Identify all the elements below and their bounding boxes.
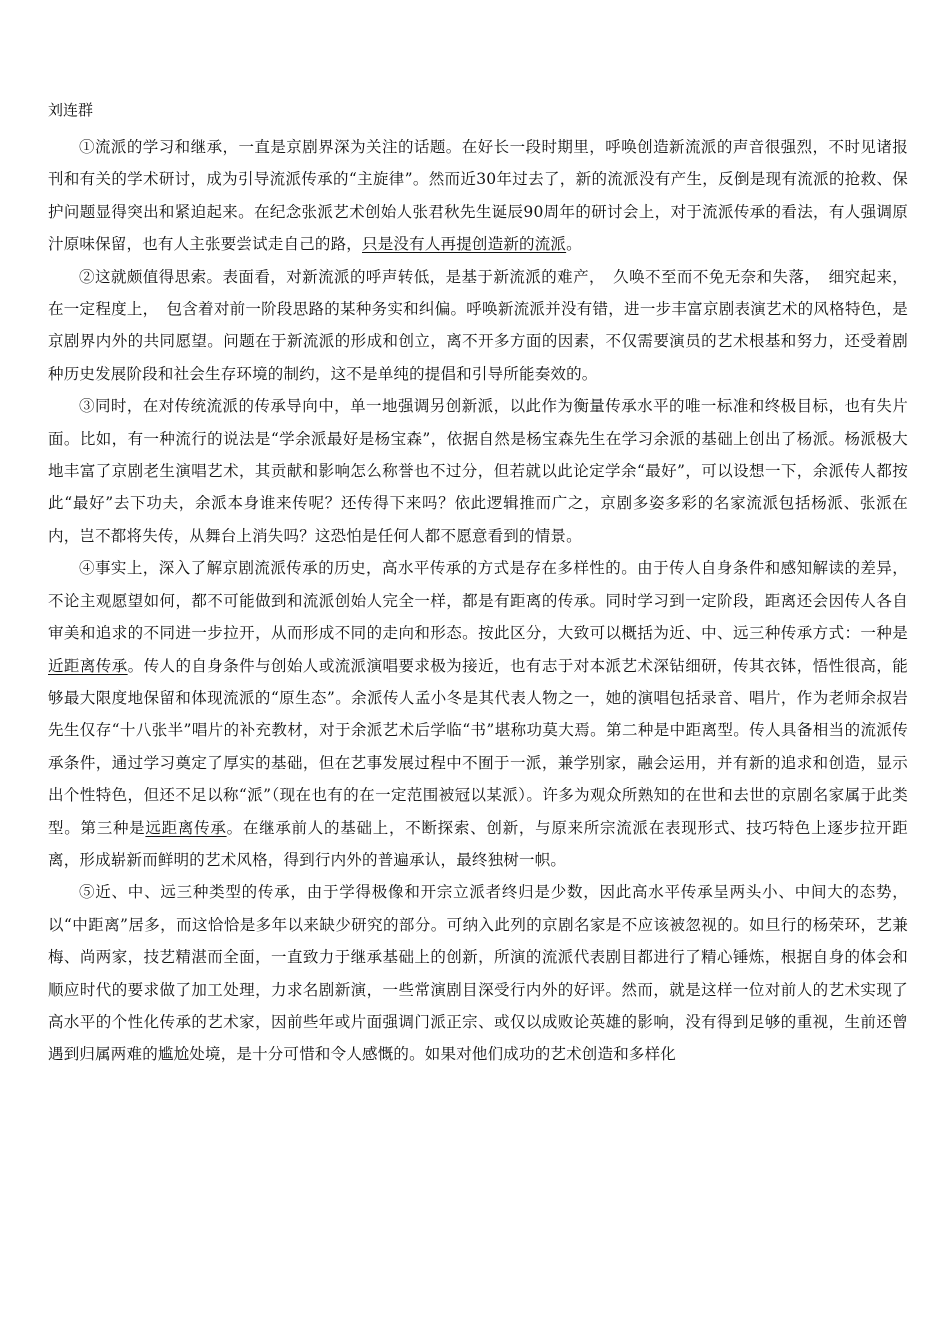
article-body [48, 131, 908, 1071]
text-segment: ②这就颇值得思索。表面看，对新流派的呼声转低，是基于新流派的难产， 久唤不至而不免无奈和失落， 细究起来，在一定程度上， 包含着对前一阶段思路的某种务实和纠偏。呼唤新流派并没有错，进一步丰富京剧表演艺术的风格特色，是京剧界内外的共同愿望。问题在于新流派的形成和创立，离不开多方面的因素，不仅需要演员的艺术根基和努力，还受着剧种历史发展阶段和社会生存环境的制约，这不是单纯的提倡和引导所能奏效的。 [48, 267, 908, 383]
paragraph-1 [48, 131, 908, 261]
text-segment: 。在继承前人的基础上，不断探索、创新，与原来所宗流派在表现形式、技巧特色上逐步拉开距离，形成崭新而鲜明的艺术风格，得到行内外的普遍承认，最终独树一帜。 [48, 818, 908, 869]
article [48, 95, 908, 1071]
paragraph-5 [48, 876, 908, 1070]
text-segment: 。传人的自身条件与创始人或流派演唱要求极为接近，也有志于对本派艺术深钻细研，传其衣钵，悟性很高，能够最大限度地保留和体现流派的“原生态”。余派传人孟小冬是其代表人物之一，她的演唱包括录音、唱片，作为老师余叔岩先生仅存“十八张半”唱片的补充教材，对于余派艺术后学临“书”堪称功莫大焉。第二种是中距离型。传人具备相当的流派传承条件，通过学习奠定了厚实的基础，但在艺事发展过程中不囿于一派，兼学别家，融会运用，并有新的追求和创造，显示出个性特色，但还不足以称“派”（现在也有的在一定范围被冠以某派）。许多为观众所熟知的在世和去世的京剧名家属于此类型。第三种是 [48, 656, 908, 837]
text-segment: ④事实上，深入了解京剧流派传承的历史，高水平传承的方式是存在多样性的。由于传人自身条件和感知解读的差异，不论主观愿望如何，都不可能做到和流派创始人完全一样，都是有距离的传承。同时学习到一定阶段，距离还会因传人各自审美和追求的不同进一步拉开，从而形成不同的走向和形态。按此区分，大致可以概括为近、中、远三种传承方式：一种是 [48, 559, 908, 643]
text-segment: ③同时，在对传统流派的传承导向中，单一地强调另创新派，以此作为衡量传承水平的唯一标准和终极目标，也有失片面。比如，有一种流行的说法是“学余派最好是杨宝森”，依据自然是杨宝森先生在学习余派的基础上创出了杨派。杨派极大地丰富了京剧老生演唱艺术，其贡献和影响怎么称誉也不过分，但若就以此论定学余“最好”，可以设想一下，余派传人都按此“最好”去下功夫，余派本身谁来传呢？还传得下来吗？依此逻辑推而广之，京剧多姿多彩的名家流派包括杨派、张派在内，岂不都将失传，从舞台上消失吗？这恐怕是任何人都不愿意看到的情景。 [48, 397, 908, 545]
author-name: 刘连群 [48, 101, 94, 119]
text-segment: 。 [566, 235, 582, 254]
text-segment: ①流派的学习和继承，一直是京剧界深为关注的话题。在好长一段时期里，呼唤创造新流派的声音很强烈，不时见诸报刊和有关的学术研讨，成为引导流派传承的“主旋律”。然而近30年过去了，新的流派没有产生，反倒是现有流派的抢救、保护问题显得突出和紧迫起来。在纪念张派艺术创始人张君秋先生诞辰90周年的研讨会上，对于流派传承的看法，有人强调原汁原味保留，也有人主张要尝试走自己的路， [48, 138, 908, 254]
text-segment: ⑤近、中、远三种类型的传承，由于学得极像和开宗立派者终归是少数，因此高水平传承呈两头小、中间大的态势，以“中距离”居多，而这恰恰是多年以来缺少研究的部分。可纳入此列的京剧名家是不应该被忽视的。如旦行的杨荣环，艺兼梅、尚两家，技艺精湛而全面，一直致力于继承基础上的创新，所演的流派代表剧目都进行了精心锤炼，根据自身的体会和顺应时代的要求做了加工处理，力求名剧新演，一些常演剧目深受行内外的好评。然而，就是这样一位对前人的艺术实现了高水平的个性化传承的艺术家，因前些年或片面强调门派正宗、或仅以成败论英雄的影响，没有得到足够的重视，生前还曾遇到归属两难的尴尬处境，是十分可惜和令人感慨的。如果对他们成功的艺术创造和多样化 [48, 883, 908, 1064]
underlined-phrase: 远距离传承 [145, 818, 227, 837]
paragraph-2 [48, 261, 908, 391]
underlined-phrase: 近距离传承 [48, 656, 128, 675]
underlined-phrase: 只是没有人再提创造新的流派 [362, 235, 567, 254]
paragraph-3 [48, 390, 908, 552]
paragraph-4 [48, 552, 908, 876]
